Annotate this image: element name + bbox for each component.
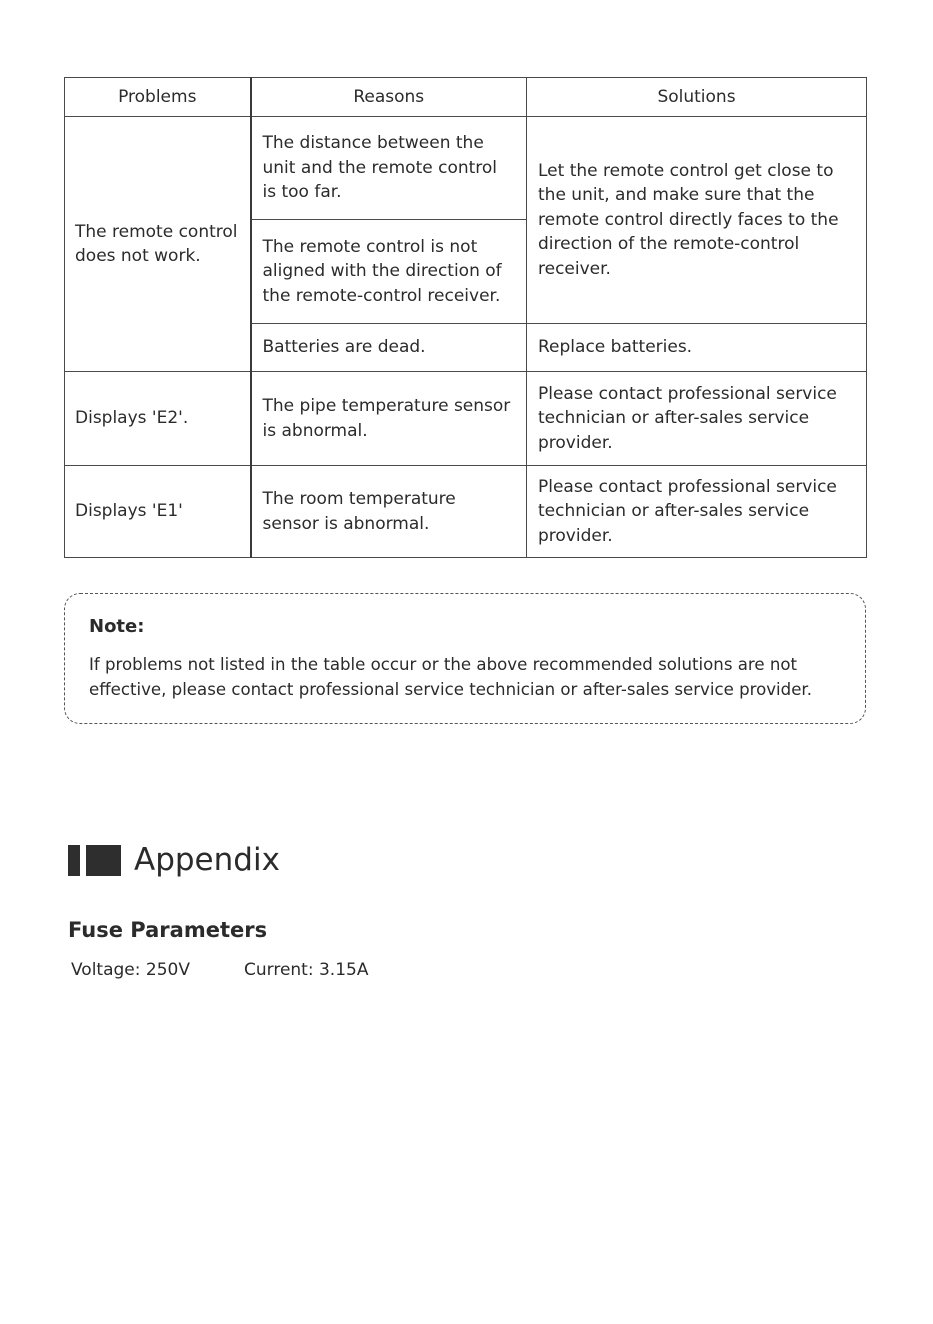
troubleshooting-table (64, 77, 867, 558)
appendix-title: Appendix (134, 842, 280, 878)
note-title: Note: (89, 616, 145, 637)
table-header-row (65, 78, 867, 117)
problem-cell: Displays 'E1' (65, 466, 251, 558)
reason-cell: The room temperature sensor is abnormal. (251, 466, 527, 558)
reason-cell: The distance between the unit and the remote control is too far. (251, 117, 527, 220)
header-reasons: Reasons (251, 78, 527, 117)
header-problems: Problems (65, 78, 251, 117)
solution-cell: Let the remote control get close to the unit, and make sure that the remote control directly faces to the direction of the remote-control receiver. (527, 117, 867, 324)
fuse-parameters-title: Fuse Parameters (68, 918, 268, 942)
problem-cell: Displays 'E2'. (65, 372, 251, 466)
note-text: If problems not listed in the table occur or the above recommended solutions are not effective, please contact professional service technician or after-sales service provider. (89, 655, 812, 699)
problem-cell: The remote control does not work. (65, 117, 251, 372)
solution-cell: Please contact professional service technician or after-sales service provider. (527, 372, 867, 466)
heading-bar-icon (68, 845, 80, 876)
note-box (64, 593, 866, 724)
fuse-voltage: Voltage: 250V (71, 960, 190, 980)
reason-cell: Batteries are dead. (251, 324, 527, 372)
table-row (65, 117, 867, 220)
reason-cell: The pipe temperature sensor is abnormal. (251, 372, 527, 466)
heading-block-icon (86, 845, 121, 876)
appendix-heading (68, 838, 280, 882)
table-row (65, 466, 867, 558)
solution-cell: Please contact professional service technician or after-sales service provider. (527, 466, 867, 558)
fuse-current: Current: 3.15A (244, 960, 369, 980)
table-row (65, 372, 867, 466)
solution-cell: Replace batteries. (527, 324, 867, 372)
header-solutions: Solutions (527, 78, 867, 117)
reason-cell: The remote control is not aligned with the direction of the remote-control receiver. (251, 220, 527, 324)
fuse-parameters (71, 957, 368, 983)
